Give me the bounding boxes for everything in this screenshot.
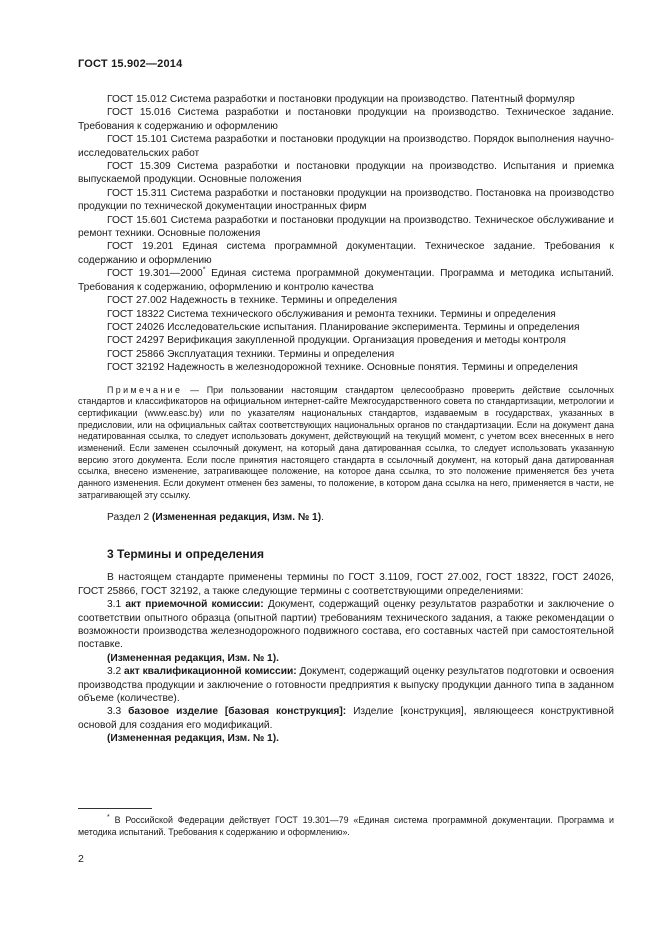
footnote [78,815,614,838]
footnote-divider [78,808,152,809]
term-name: акт квалификационной комиссии: [124,666,297,678]
reference-item-19301 [78,267,614,294]
term-definition-3-2 [78,665,614,705]
reference-item: ГОСТ 25866 Эксплуатация техники. Термины и определения [107,348,395,360]
section-intro: В настоящем стандарте применены термины по ГОСТ 3.1109, ГОСТ 27.002, ГОСТ 18322, ГОСТ 24026, ГОСТ 25866, ГОСТ 32192, а также следующие термины с соответствующими определениями: [78,572,614,597]
term-text: Изделие [конструкция], являющееся конструктивной основой для создания его модификаций. [78,706,614,731]
references-list [78,93,614,375]
term-definition-3-3 [78,705,614,732]
term-number: 3.3 [107,706,129,718]
term-number: 3.2 [107,666,124,678]
note-text: — При пользовании настоящим стандартом целесообразно проверить действие ссылочных стандартов и классификаторов на официальном интернет-сайте Межгосударственного совета по стандартизации, метрологии и сертификации (www.easc.by) или по указателям национальных стандартов, издаваемым в государствах, указанных в предисловии, или на официальных сайтах соответствующих национальных органов по стандартизации. Если на документ дана недатированная ссылка, то следует использовать документ, действующий на текущий момент, с учетом всех внесенных в него изменений. Если заменен ссылочный документ, на который дана датированная ссылка, то следует использовать указанную версию этого документа. Если после принятия настоящего стандарта в ссылочный документ, на который дана датированная ссылка, внесено изменение, затрагивающее положение, на которое дана ссылка, то это положение применяется без учета данного изменения. Если документ отменен без замены, то положение, в котором дана ссылка на него, применяется в части, не затрагивающей эту ссылку. [78,384,614,500]
reference-item: ГОСТ 24026 Исследовательские испытания. Планирование эксперимента. Термины и определения [107,321,580,333]
term-name: акт приемочной комиссии: [125,599,264,611]
amendment-bold: (Измененная редакция, Изм. № 1) [152,511,322,523]
note-paragraph [78,385,614,502]
term-text: Документ, содержащий оценку результатов разработки и заключение о соответствии опытного образца (опытной партии) требованиям технического задания, а также рекомендации о возможности производства железнодорожного подвижного состава, его составных частей при самостоятельной поставке. [78,599,614,651]
reference-item: ГОСТ 19.201 Единая система программной документации. Техническое задание. Требования к содержанию и оформлению [78,241,614,266]
amendment-suffix: . [321,511,324,523]
page-number: 2 [78,853,84,865]
term-text: Документ, содержащий оценку результатов подготовки и освоения производства продукции и заключение о готовности предприятия к выпуску продукции данного типа в заданном объеме (количестве). [78,666,615,705]
reference-item: ГОСТ 15.101 Система разработки и постановки продукции на производство. Порядок выполнения научно-исследовательских работ [78,134,614,159]
reference-item: ГОСТ 27.002 Надежность в технике. Термины и определения [107,295,397,307]
page-header: ГОСТ 15.902—2014 [78,58,183,70]
footnote-marker: * [107,814,110,822]
reference-title: Единая система программной документации. Программа и методика испытаний. Требования к содержанию, оформлению и контролю качества [78,268,614,293]
reference-item: ГОСТ 15.601 Система разработки и постановки продукции на производство. Техническое обслуживание и ремонт техники. Основные положения [78,214,614,240]
term-amendment: (Измененная редакция, Изм. № 1). [107,733,279,745]
section-heading: 3 Термины и определения [107,546,265,561]
reference-item: ГОСТ 15.309 Система разработки и постановки продукции на производство. Испытания и приемка выпускаемой продукции. Основные положения [78,161,614,186]
term-definition-3-1 [78,598,614,652]
page-content [78,93,614,746]
reference-code: ГОСТ 19.301—2000 [107,268,203,280]
amendment-prefix: Раздел 2 [107,511,152,523]
footnote-marker: * [202,266,206,274]
term-amendment: (Измененная редакция, Изм. № 1). [107,652,279,664]
footnote-text: В Российской Федерации действует ГОСТ 19.301—79 «Единая система программной документации. Программа и методика испытаний. Требования к содержанию и оформлению». [78,815,614,837]
reference-item: ГОСТ 15.016 Система разработки и постановки продукции на производство. Техническое задание. Требования к содержанию и оформлению [78,107,614,132]
reference-item: ГОСТ 24297 Верификация закупленной продукции. Организация проведения и методы контроля [107,335,566,347]
section2-amendment [78,511,614,524]
reference-item: ГОСТ 15.311 Система разработки и постановки продукции на производство. Постановка на производство продукции по технической документации иностранных фирм [78,187,614,213]
reference-item: ГОСТ 15.012 Система разработки и постановки продукции на производство. Патентный формуляр [107,94,575,105]
note-label: Примечание [107,384,183,395]
reference-item: ГОСТ 18322 Система технического обслуживания и ремонта техники. Термины и определения [107,308,556,320]
term-number: 3.1 [107,599,126,611]
reference-item: ГОСТ 32192 Надежность в железнодорожной технике. Основные понятия. Термины и определения [107,362,578,374]
term-name: базовое изделие [базовая конструкция]: [128,706,347,718]
